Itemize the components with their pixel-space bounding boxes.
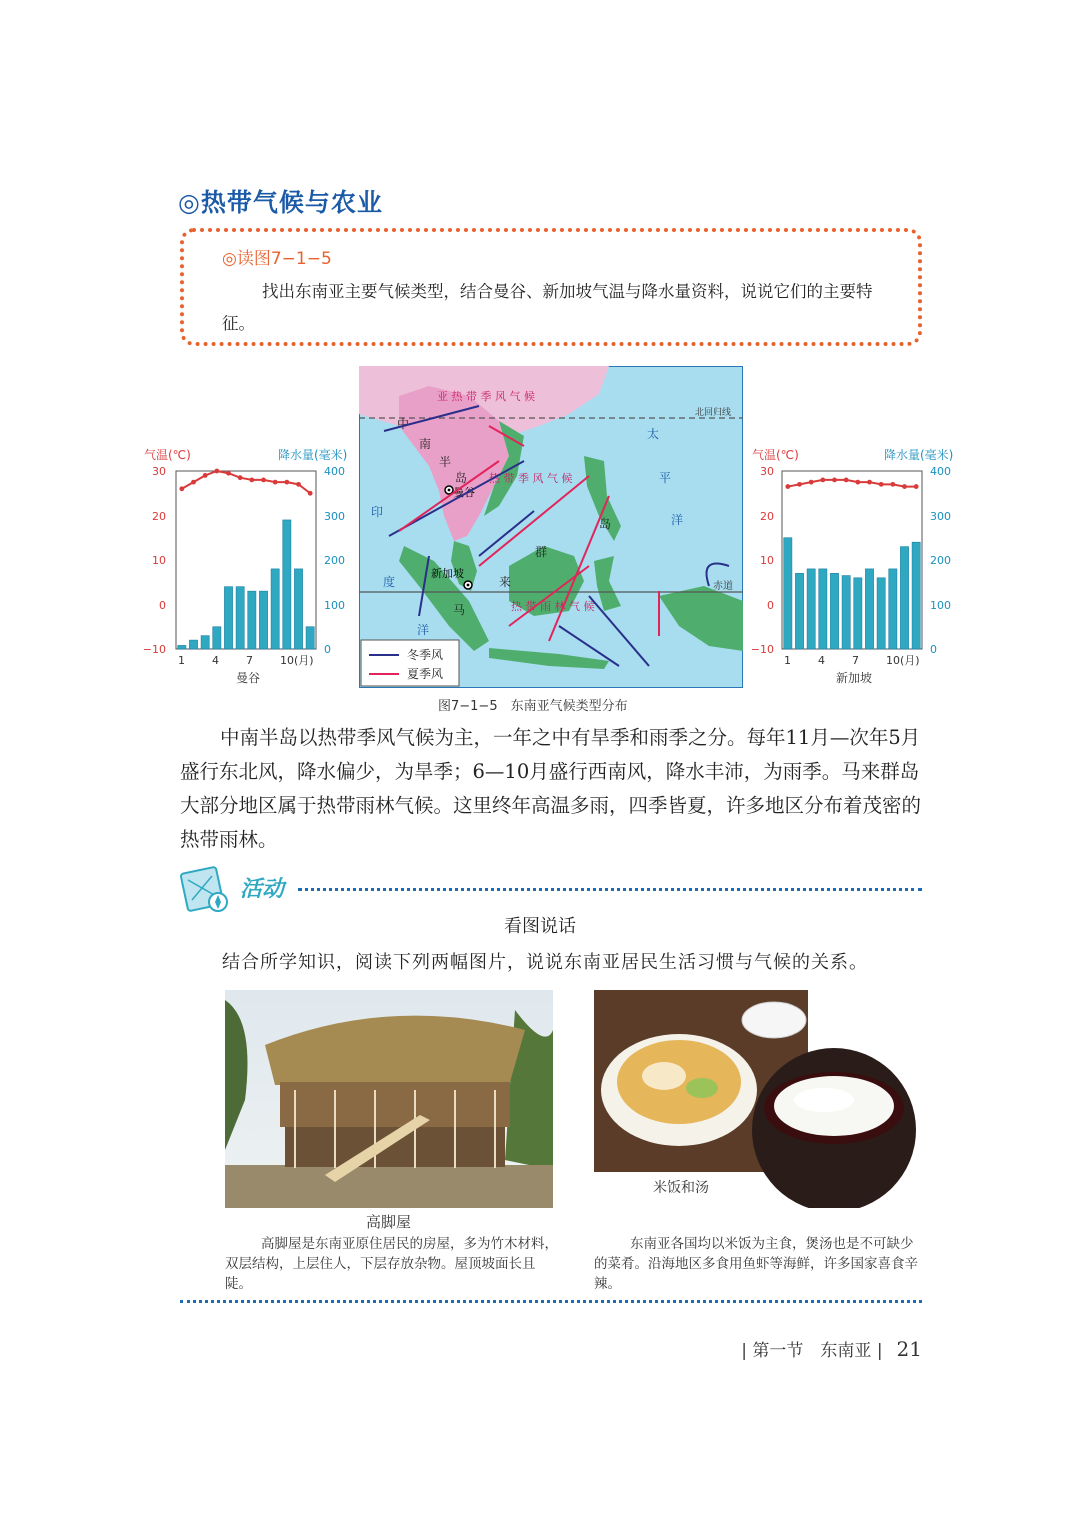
temp-tick: −10 — [750, 643, 774, 656]
precip-bar — [271, 569, 279, 649]
x-tick: 1 — [784, 654, 791, 667]
temp-line-path — [182, 471, 310, 493]
precip-bar — [294, 569, 302, 649]
x-ticks — [178, 654, 314, 667]
equator-label: 赤道 — [713, 581, 733, 592]
label-indian: 度 — [383, 575, 396, 589]
precip-bar — [213, 627, 221, 649]
food-caption: 东南亚各国均以米饭为主食，煲汤也是不可缺少的菜肴。沿海地区多食用鱼虾等海鲜，许多国家喜食辛辣。 — [594, 1236, 918, 1292]
precip-tick: 200 — [324, 554, 345, 567]
precip-bar — [178, 645, 186, 649]
stilt-house-photo — [225, 990, 553, 1208]
temp-point — [308, 491, 313, 496]
temp-tick: 30 — [760, 465, 774, 478]
activity-label: 活动 — [240, 877, 285, 902]
activity-subtitle: 看图说话 — [504, 916, 576, 937]
precip-bar — [865, 569, 873, 649]
precip-tick: 100 — [930, 599, 951, 612]
precip-bar — [889, 569, 897, 649]
chart-title: 曼谷 — [236, 671, 261, 685]
bangkok-label: 曼谷 — [453, 486, 475, 499]
singapore-label: 新加坡 — [431, 567, 464, 580]
temp-tick: 10 — [760, 554, 774, 567]
precip-tick: 100 — [324, 599, 345, 612]
chart-title: 新加坡 — [836, 671, 873, 685]
temp-line-path — [788, 480, 916, 487]
x-tick: 7 — [852, 654, 859, 667]
precip-tick: 400 — [324, 465, 345, 478]
x-tick: 10(月) — [280, 654, 314, 667]
temp-point — [867, 480, 872, 485]
precip-bar — [912, 542, 920, 649]
label-archipelago: 岛 — [599, 517, 612, 531]
precip-bar — [830, 573, 838, 649]
precip-axis-label: 降水量(毫米) — [278, 448, 348, 462]
x-tick: 1 — [178, 654, 185, 667]
temp-point — [832, 478, 837, 483]
precip-ticks — [930, 465, 951, 656]
temp-ticks — [143, 465, 166, 656]
temp-axis-label: 气温(℃) — [752, 448, 799, 462]
bottom-divider — [180, 1300, 922, 1303]
temp-point — [203, 473, 208, 478]
temp-point — [261, 478, 266, 483]
figure-caption: 图7−1−5 东南亚气候类型分布 — [438, 699, 628, 714]
precip-bar — [807, 569, 815, 649]
temp-point — [191, 480, 196, 485]
temp-point — [809, 480, 814, 485]
label-indian: 洋 — [417, 623, 430, 637]
precip-tick: 200 — [930, 554, 951, 567]
temp-point — [238, 475, 243, 480]
temp-ticks — [751, 465, 774, 656]
label-tropical-monsoon: 热 带 季 风 气 候 — [489, 472, 573, 485]
climate-map — [359, 366, 743, 688]
temp-tick: 20 — [760, 510, 774, 523]
temp-point — [844, 478, 849, 483]
temp-point — [226, 471, 231, 476]
temp-point — [296, 482, 301, 487]
temp-point — [785, 484, 790, 489]
precip-tick: 400 — [930, 465, 951, 478]
temp-tick: 0 — [767, 599, 774, 612]
temp-point — [820, 478, 825, 483]
label-malay: 来 — [499, 575, 512, 589]
temp-tick: −10 — [142, 643, 166, 656]
house-caption: 高脚屋是东南亚原住居民的房屋，多为竹木材料，双层结构，上层住人，下层存放杂物。屋顶坡面长且陡。 — [225, 1236, 558, 1292]
precip-bars — [784, 538, 921, 649]
x-tick: 7 — [246, 654, 253, 667]
temp-tick: 30 — [152, 465, 166, 478]
precip-tick: 0 — [324, 643, 331, 656]
label-pacific: 太 — [647, 427, 660, 441]
temp-point — [855, 480, 860, 485]
read-box-text: 找出东南亚主要气候类型，结合曼谷、新加坡气温与降水量资料，说说它们的主要特征。 — [222, 282, 873, 333]
footer-section: | 第一节 东南亚 | — [741, 1341, 883, 1361]
precip-bar — [259, 591, 267, 649]
temp-point — [179, 486, 184, 491]
temp-point — [879, 482, 884, 487]
temp-point — [273, 480, 278, 485]
label-peninsula: 半 — [439, 455, 452, 469]
temp-tick: 20 — [152, 510, 166, 523]
temp-axis-label: 气温(℃) — [144, 448, 191, 462]
precip-bar — [842, 576, 850, 649]
precip-bar — [224, 587, 232, 649]
precip-tick: 0 — [930, 643, 937, 656]
label-indian: 印 — [371, 505, 384, 519]
activity-instruction: 结合所学知识，阅读下列两幅图片，说说东南亚居民生活习惯与气候的关系。 — [222, 952, 868, 973]
read-box-title: ◎读图7−1−5 — [222, 249, 332, 269]
precip-bars — [178, 520, 315, 649]
label-malay: 马 — [453, 603, 466, 617]
precip-bar — [877, 578, 885, 649]
precip-axis-label: 降水量(毫米) — [884, 448, 954, 462]
label-peninsula: 南 — [419, 437, 432, 451]
temp-point — [249, 478, 254, 483]
precip-bar — [854, 578, 862, 649]
activity-divider — [298, 888, 922, 891]
precip-bar — [306, 627, 314, 649]
temp-point — [890, 482, 895, 487]
x-ticks — [784, 654, 920, 667]
map-compass-icon — [178, 866, 234, 916]
temp-point — [902, 484, 907, 489]
house-title: 高脚屋 — [366, 1213, 412, 1231]
temp-tick: 10 — [152, 554, 166, 567]
temp-point — [214, 469, 219, 474]
temp-tick: 0 — [159, 599, 166, 612]
precip-bar — [201, 636, 209, 649]
precip-tick: 300 — [930, 510, 951, 523]
precip-bar — [900, 547, 908, 649]
temp-point — [797, 482, 802, 487]
precip-bar — [248, 591, 256, 649]
precip-ticks — [324, 465, 345, 656]
x-tick: 10(月) — [886, 654, 920, 667]
precip-bar — [236, 587, 244, 649]
chart-singapore — [744, 444, 966, 689]
temp-point — [914, 484, 919, 489]
singapore-dot — [467, 584, 470, 587]
bangkok-dot — [448, 489, 451, 492]
label-peninsula: 岛 — [455, 471, 468, 485]
label-peninsula: 中 — [397, 417, 410, 431]
rice-soup-photo — [594, 990, 922, 1208]
label-rainforest: 热 带 雨 林 气 候 — [511, 600, 595, 613]
legend-winter: 冬季风 — [407, 648, 444, 662]
label-pacific: 平 — [659, 471, 672, 485]
precip-bar — [795, 573, 803, 649]
precip-bar — [784, 538, 792, 649]
chart-bangkok — [138, 444, 360, 689]
label-subtropical: 亚 热 带 季 风 气 候 — [437, 390, 535, 403]
precip-bar — [189, 640, 197, 649]
temp-point — [284, 480, 289, 485]
label-archipelago: 群 — [535, 545, 548, 559]
section-title: ◎热带气候与农业 — [178, 188, 383, 217]
tropic-label: 北回归线 — [695, 408, 732, 418]
label-pacific: 洋 — [671, 513, 684, 527]
temp-line — [179, 469, 312, 496]
legend-summer: 夏季风 — [407, 667, 444, 681]
page-number: 21 — [896, 1337, 922, 1361]
precip-tick: 300 — [324, 510, 345, 523]
precip-bar — [819, 569, 827, 649]
precip-bar — [283, 520, 291, 649]
body-paragraph: 中南半岛以热带季风气候为主，一年之中有旱季和雨季之分。每年11月—次年5月盛行东北风，降水偏少，为旱季；6—10月盛行西南风，降水丰沛，为雨季。马来群岛大部分地区属于热带雨林气候。这里终年高温多雨，四季皆夏，许多地区分布着茂密的热带雨林。 — [180, 726, 922, 851]
x-tick: 4 — [818, 654, 825, 667]
page-footer — [741, 1336, 922, 1361]
food-title: 米饭和汤 — [653, 1180, 709, 1196]
temp-line — [785, 478, 918, 489]
x-tick: 4 — [212, 654, 219, 667]
